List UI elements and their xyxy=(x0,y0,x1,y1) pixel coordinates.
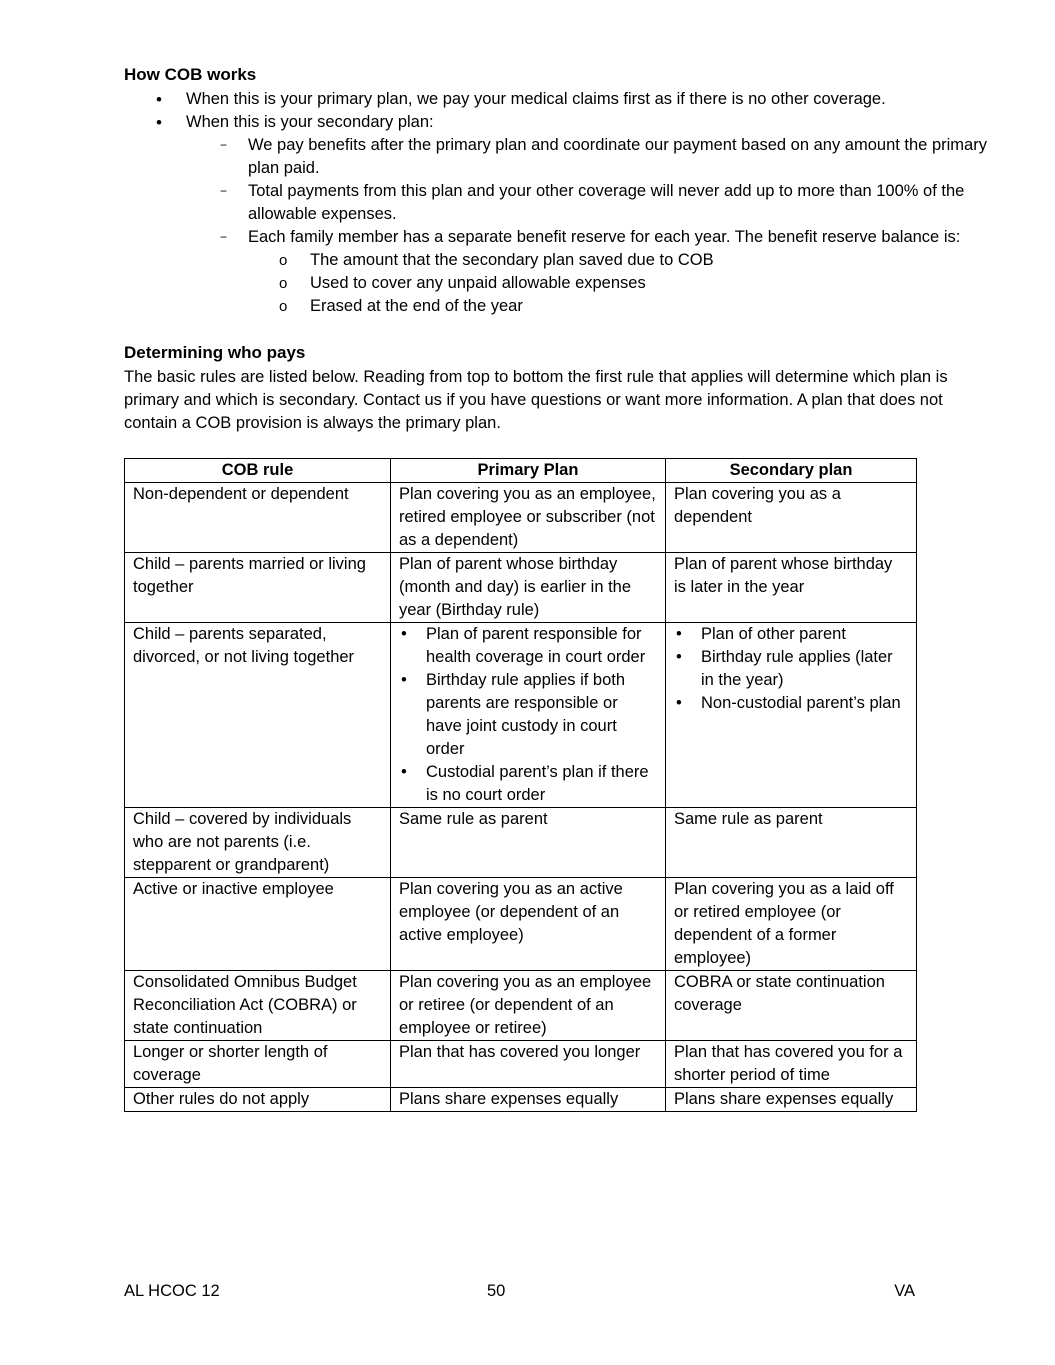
document-page xyxy=(124,62,994,1112)
table-row xyxy=(125,623,917,808)
table-row xyxy=(125,483,917,553)
primary-cell xyxy=(391,623,666,808)
primary-list xyxy=(399,623,657,807)
reserve-balance-list xyxy=(124,249,994,318)
table-row xyxy=(125,553,917,623)
list-item: o The amount that the secondary plan saved due to COB xyxy=(124,249,994,272)
secondary-list xyxy=(674,623,908,715)
list-item: − Total payments from this plan and your other coverage will never add up to more than 100% of the allowable expenses. xyxy=(124,180,994,226)
primary-cell: Plan of parent whose birthday (month and day) is earlier in the year (Birthday rule) xyxy=(391,553,666,623)
list-item: • Plan of other parent xyxy=(674,623,908,646)
secondary-cell: Plans share expenses equally xyxy=(666,1088,917,1112)
secondary-cell: Same rule as parent xyxy=(666,808,917,878)
header-primary-plan: Primary Plan xyxy=(391,459,666,483)
list-item: • Birthday rule applies if both parents are responsible or have joint custody in court order xyxy=(399,669,657,761)
footer-page-number: 50 xyxy=(487,1282,506,1300)
header-cob-rule: COB rule xyxy=(125,459,391,483)
who-pays-section xyxy=(124,340,994,435)
list-item: − Each family member has a separate benefit reserve for each year. The benefit reserve balance is: xyxy=(124,226,994,249)
how-cob-heading: How COB works xyxy=(124,65,257,84)
list-item: • When this is your secondary plan: xyxy=(124,111,994,134)
table-row xyxy=(125,971,917,1041)
footer-document-code: AL HCOC 12 xyxy=(124,1282,220,1300)
rule-cell: Consolidated Omnibus Budget Reconciliation Act (COBRA) or state continuation xyxy=(125,971,391,1041)
primary-cell: Plan that has covered you longer xyxy=(391,1041,666,1088)
rule-cell: Longer or shorter length of coverage xyxy=(125,1041,391,1088)
table-row xyxy=(125,1041,917,1088)
primary-cell: Plan covering you as an active employee (or dependent of an active employee) xyxy=(391,878,666,971)
primary-cell: Plan covering you as an employee or retiree (or dependent of an employee or retiree) xyxy=(391,971,666,1041)
secondary-plan-list xyxy=(124,134,994,249)
rule-cell: Child – covered by individuals who are not parents (i.e. stepparent or grandparent) xyxy=(125,808,391,878)
secondary-cell: Plan that has covered you for a shorter period of time xyxy=(666,1041,917,1088)
table-row xyxy=(125,1088,917,1112)
primary-cell: Plan covering you as an employee, retired employee or subscriber (not as a dependent) xyxy=(391,483,666,553)
secondary-cell: Plan covering you as a laid off or retired employee (or dependent of a former employee) xyxy=(666,878,917,971)
list-item: • When this is your primary plan, we pay your medical claims first as if there is no other coverage. xyxy=(124,88,994,111)
who-pays-heading: Determining who pays xyxy=(124,343,306,362)
primary-cell: Plans share expenses equally xyxy=(391,1088,666,1112)
page-footer xyxy=(124,1280,915,1304)
secondary-cell: COBRA or state continuation coverage xyxy=(666,971,917,1041)
table-row xyxy=(125,878,917,971)
list-item: − We pay benefits after the primary plan and coordinate our payment based on any amount the primary plan paid. xyxy=(124,134,994,180)
primary-cell: Same rule as parent xyxy=(391,808,666,878)
list-item: • Birthday rule applies (later in the year) xyxy=(674,646,908,692)
rule-cell: Other rules do not apply xyxy=(125,1088,391,1112)
list-item: o Erased at the end of the year xyxy=(124,295,994,318)
rule-cell: Non-dependent or dependent xyxy=(125,483,391,553)
list-item: • Non-custodial parent’s plan xyxy=(674,692,908,715)
rule-cell: Active or inactive employee xyxy=(125,878,391,971)
how-cob-list xyxy=(124,88,994,134)
footer-state: VA xyxy=(894,1282,915,1300)
rule-cell: Child – parents married or living together xyxy=(125,553,391,623)
secondary-cell: Plan of parent whose birthday is later in the year xyxy=(666,553,917,623)
table-row xyxy=(125,808,917,878)
list-item: • Custodial parent’s plan if there is no court order xyxy=(399,761,657,807)
cob-rules-table xyxy=(124,458,917,1112)
table-header-row xyxy=(125,459,917,483)
list-item: • Plan of parent responsible for health coverage in court order xyxy=(399,623,657,669)
secondary-cell xyxy=(666,623,917,808)
who-pays-intro: The basic rules are listed below. Reading from top to bottom the first rule that applies will determine which plan is primary and which is secondary. Contact us if you have questions or want more information. A plan that does not contain a COB provision is always the primary plan. xyxy=(124,368,948,432)
rule-cell: Child – parents separated, divorced, or not living together xyxy=(125,623,391,808)
list-item: o Used to cover any unpaid allowable expenses xyxy=(124,272,994,295)
header-secondary-plan: Secondary plan xyxy=(666,459,917,483)
secondary-cell: Plan covering you as a dependent xyxy=(666,483,917,553)
